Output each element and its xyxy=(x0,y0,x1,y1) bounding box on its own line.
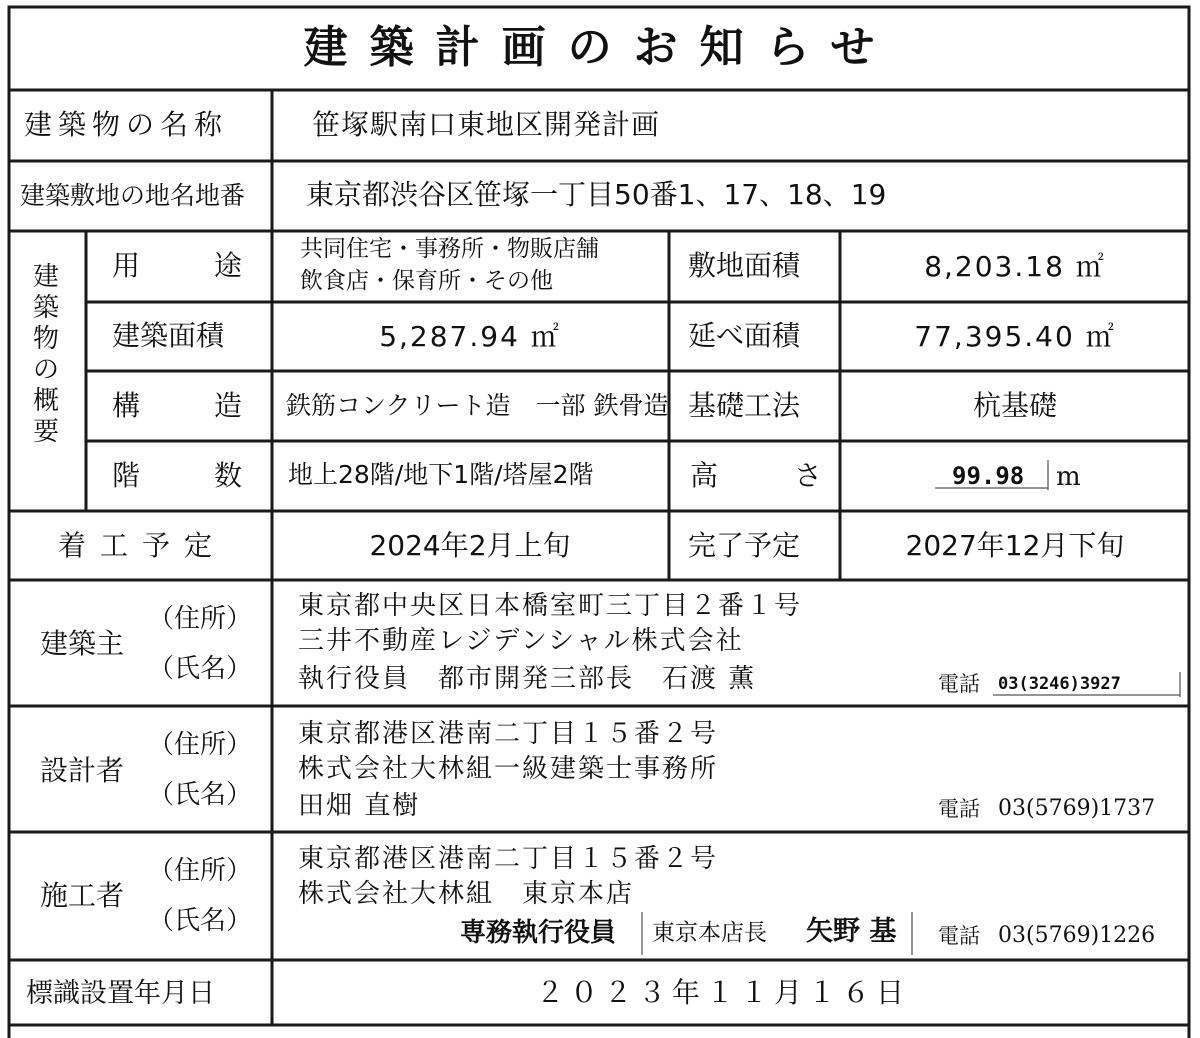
site-address-value: 東京都渋谷区笹塚一丁目50番1、17、18、19 xyxy=(306,178,887,211)
overview-label xyxy=(20,262,72,448)
floors-label-a: 階 xyxy=(112,459,141,492)
owner-phone: 03(3246)3927 xyxy=(998,674,1121,694)
contractor-branch-title: 東京本店長 xyxy=(652,920,767,946)
owner-company: 三井不動産レジデンシャル株式会社 xyxy=(298,626,744,656)
floor-area-value: 77,395.40 ㎡ xyxy=(914,320,1116,353)
floor-area-label: 延べ面積 xyxy=(688,319,801,352)
structure-label-b: 造 xyxy=(214,389,243,422)
height-value: 99.98 xyxy=(952,462,1025,490)
designer-phone: 03(5769)1737 xyxy=(998,796,1156,821)
use-line-2: 飲食店・保育所・その他 xyxy=(300,268,553,294)
start-value: 2024年2月上旬 xyxy=(369,529,571,562)
contractor-address: 東京都港区港南二丁目１５番２号 xyxy=(298,844,719,874)
contractor-company: 株式会社大林組 東京本店 xyxy=(298,879,635,909)
completion-label: 完了予定 xyxy=(688,529,801,562)
structure-label-a: 構 xyxy=(112,389,141,422)
use-label-b: 途 xyxy=(214,249,243,282)
building-area-label: 建築面積 xyxy=(112,319,225,352)
building-name-value: 笹塚駅南口東地区開発計画 xyxy=(312,108,661,141)
overview-label-char: 建 xyxy=(32,262,59,292)
contractor-title: 専務執行役員 xyxy=(460,918,617,948)
site-address-label: 建築敷地の地名地番 xyxy=(20,181,246,210)
overview-label-char: の xyxy=(32,355,59,385)
sign-date-label: 標識設置年月日 xyxy=(26,978,215,1009)
completion-value: 2027年12月下旬 xyxy=(905,529,1125,562)
site-area-value: 8,203.18 ㎡ xyxy=(924,250,1106,283)
foundation-label: 基礎工法 xyxy=(688,389,801,422)
overview-label-char: 要 xyxy=(32,417,59,447)
contractor-phone: 03(5769)1226 xyxy=(998,923,1156,948)
designer-address-label: （住所） xyxy=(148,730,253,760)
height-label-a: 高 xyxy=(690,459,719,492)
owner-name-label: （氏名） xyxy=(148,654,253,684)
height-label-b: さ xyxy=(794,459,823,492)
floors-value: 地上28階/地下1階/塔屋2階 xyxy=(288,460,594,489)
overview-label-char: 概 xyxy=(32,386,59,416)
use-line-1: 共同住宅・事務所・物販店舗 xyxy=(300,236,599,262)
notice-title: 建築計画のお知らせ xyxy=(303,22,897,73)
structure-value: 鉄筋コンクリート造 一部 鉄骨造 xyxy=(286,391,669,420)
foundation-value: 杭基礎 xyxy=(972,389,1057,422)
designer-representative: 田畑 直樹 xyxy=(298,791,421,821)
designer-phone-label: 電話 xyxy=(938,797,980,821)
contractor-representative: 矢野 基 xyxy=(806,916,897,947)
owner-phone-label: 電話 xyxy=(938,672,980,696)
overview-label-char: 築 xyxy=(32,293,59,323)
floors-label-b: 数 xyxy=(214,459,243,492)
owner-representative: 執行役員 都市開発三部長 石渡 薫 xyxy=(298,664,757,694)
contractor-address-label: （住所） xyxy=(148,856,253,886)
height-unit: m xyxy=(1056,462,1081,492)
contractor-label: 施工者 xyxy=(40,879,125,912)
building-area-value: 5,287.94 ㎡ xyxy=(379,320,561,353)
designer-name-label: （氏名） xyxy=(148,780,253,810)
site-area-label: 敷地面積 xyxy=(688,249,801,282)
designer-label: 設計者 xyxy=(40,754,125,787)
owner-address: 東京都中央区日本橋室町三丁目２番１号 xyxy=(298,591,803,621)
designer-company: 株式会社大林組一級建築士事務所 xyxy=(298,754,719,784)
overview-label-char: 物 xyxy=(32,324,59,354)
use-label-a: 用 xyxy=(112,249,141,282)
designer-address: 東京都港区港南二丁目１５番２号 xyxy=(298,719,719,749)
start-label: 着工予定 xyxy=(58,529,227,562)
sign-date-value: ２０２３年１１月１６日 xyxy=(536,976,911,1009)
contractor-phone-label: 電話 xyxy=(938,924,980,948)
contractor-name-label: （氏名） xyxy=(148,906,253,936)
building-name-label: 建築物の名称 xyxy=(24,108,229,141)
owner-address-label: （住所） xyxy=(148,604,253,634)
owner-label: 建築主 xyxy=(40,627,125,660)
